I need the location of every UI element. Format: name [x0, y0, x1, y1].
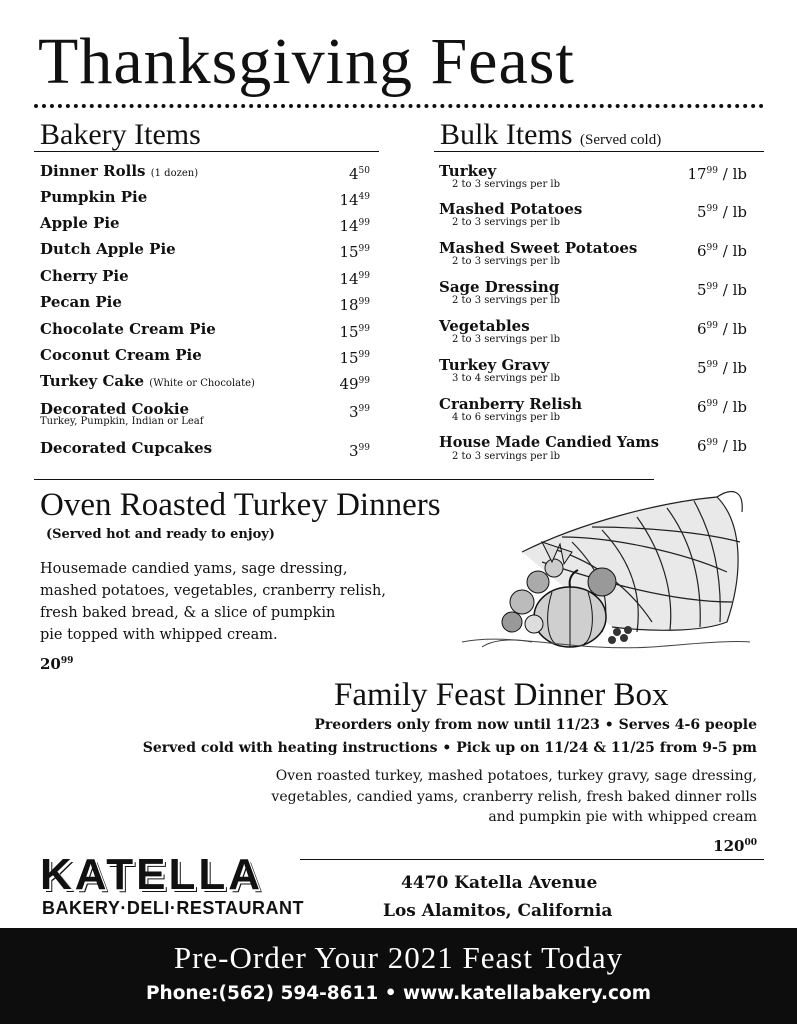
list-item	[40, 188, 147, 206]
footer-headline: Pre-Order Your 2021 Feast Today	[173, 940, 624, 975]
list-item	[40, 346, 202, 364]
item-subtext: 2 to 3 servings per lb	[452, 217, 561, 228]
item-name: Cherry Pie	[40, 267, 129, 285]
item-name: Cranberry Relish	[439, 395, 582, 413]
item-price: $5^{99}$ / lb	[696, 281, 747, 299]
bulk-heading-title: Bulk Items	[440, 118, 573, 151]
item-name: Turkey Gravy	[439, 356, 550, 374]
item-price: $17^{99}$ / lb	[687, 165, 747, 183]
list-item	[439, 200, 582, 218]
item-name: Turkey Cake	[40, 372, 145, 390]
item-name: Chocolate Cream Pie	[40, 320, 216, 338]
item-price: $49^{99}$	[339, 375, 370, 393]
list-item	[439, 239, 637, 257]
family-box-description: Oven roasted turkey, mashed potatoes, turkey gravy, sage dressing, vegetables, candied yams, cranberry relish, fresh baked dinner rolls and pumpkin pie with whipped cream	[271, 768, 757, 825]
bakery-heading: Bakery Items	[40, 118, 201, 151]
item-name: Apple Pie	[40, 214, 120, 232]
footer-contact: Phone:(562) 594-8611 • www.katellabakery.com	[145, 983, 652, 1004]
item-name: Decorated Cookie	[40, 400, 190, 418]
family-box-price: $120^{00}$	[713, 837, 757, 855]
list-item	[439, 317, 530, 335]
item-subtext: 3 to 4 servings per lb	[452, 373, 561, 384]
item-note: (White or Chocolate)	[149, 378, 255, 389]
dinners-subheading: (Served hot and ready to enjoy)	[46, 527, 275, 542]
family-box-line2: Served cold with heating instructions • Pick up on 11/24 & 11/25 from 9-5 pm	[142, 740, 757, 756]
item-subtext: 2 to 3 servings per lb	[452, 179, 561, 190]
item-subtext: Turkey, Pumpkin, Indian or Leaf	[40, 416, 204, 427]
item-name: Decorated Cupcakes	[40, 439, 213, 457]
list-item	[439, 395, 582, 413]
item-price: $15^{99}$	[339, 323, 370, 341]
item-name: Pumpkin Pie	[40, 188, 148, 206]
item-name: Mashed Sweet Potatoes	[439, 239, 638, 257]
item-name: Vegetables	[439, 317, 530, 335]
item-price: $3^{99}$	[349, 403, 370, 421]
item-price: $14^{99}$	[339, 217, 370, 235]
item-subtext: 2 to 3 servings per lb	[452, 295, 561, 306]
item-price: $6^{99}$ / lb	[696, 242, 747, 260]
list-item	[40, 439, 212, 457]
list-item	[40, 372, 255, 393]
item-price: $6^{99}$ / lb	[696, 398, 747, 416]
item-price: $15^{99}$	[339, 243, 370, 261]
item-name: Dutch Apple Pie	[40, 240, 176, 258]
item-price: $6^{99}$ / lb	[696, 320, 747, 338]
list-item	[439, 356, 549, 374]
address-line-2: Los Alamitos, California	[383, 901, 613, 921]
list-item	[40, 240, 176, 258]
page-title: Thanksgiving Feast	[38, 25, 575, 98]
item-price: $6^{99}$ / lb	[696, 437, 747, 455]
item-price: $5^{99}$ / lb	[696, 203, 747, 221]
dinners-heading: Oven Roasted Turkey Dinners	[40, 487, 441, 523]
cornucopia-illustration	[452, 482, 752, 662]
family-box-line1: Preorders only from now until 11/23 • Serves 4-6 people	[314, 717, 757, 733]
item-name: Mashed Potatoes	[439, 200, 583, 218]
dinners-rule	[34, 479, 654, 480]
item-price: $15^{99}$	[339, 349, 370, 367]
item-name: Sage Dressing	[439, 278, 560, 296]
katella-logo: KATELLA	[40, 850, 264, 899]
item-subtext: 2 to 3 servings per lb	[452, 334, 561, 345]
item-price: $14^{99}$	[339, 270, 370, 288]
list-item	[40, 320, 216, 338]
item-name: Dinner Rolls	[40, 162, 146, 180]
dotted-divider	[34, 104, 764, 108]
list-item	[439, 162, 496, 180]
list-item	[439, 278, 559, 296]
item-subtext: 2 to 3 servings per lb	[452, 256, 561, 267]
item-name: House Made Candied Yams	[439, 434, 659, 451]
item-name: Coconut Cream Pie	[40, 346, 202, 364]
item-price: $14^{49}$	[339, 191, 370, 209]
item-price: $3^{99}$	[349, 442, 370, 460]
dinners-description: Housemade candied yams, sage dressing, mashed potatoes, vegetables, cranberry relish, fresh baked bread, & a slice of pumpkin pie topped with whipped cream.	[40, 561, 386, 643]
bulk-heading-note: (Served cold)	[580, 132, 662, 148]
item-note: (1 dozen)	[150, 168, 199, 179]
list-item	[40, 267, 129, 285]
bakery-rule	[34, 151, 379, 152]
dinners-price: $20^{99}$	[40, 655, 74, 673]
bulk-rule	[434, 151, 764, 152]
list-item	[40, 214, 120, 232]
item-name: Turkey	[439, 162, 497, 180]
item-subtext: 4 to 6 servings per lb	[452, 412, 561, 423]
katella-logo-subtitle: BAKERY·DELI·RESTAURANT	[42, 898, 304, 918]
family-box-heading: Family Feast Dinner Box	[334, 677, 669, 713]
address-line-1: 4470 Katella Avenue	[401, 873, 598, 893]
item-price: $4^{50}$	[349, 165, 370, 183]
list-item	[40, 293, 122, 311]
list-item	[439, 434, 659, 452]
address-rule	[300, 859, 764, 860]
list-item	[40, 162, 198, 183]
item-price: $5^{99}$ / lb	[696, 359, 747, 377]
footer-banner	[0, 928, 797, 1024]
item-subtext: 2 to 3 servings per lb	[452, 451, 561, 462]
item-price: $18^{99}$	[339, 296, 370, 314]
item-name: Pecan Pie	[40, 293, 122, 311]
